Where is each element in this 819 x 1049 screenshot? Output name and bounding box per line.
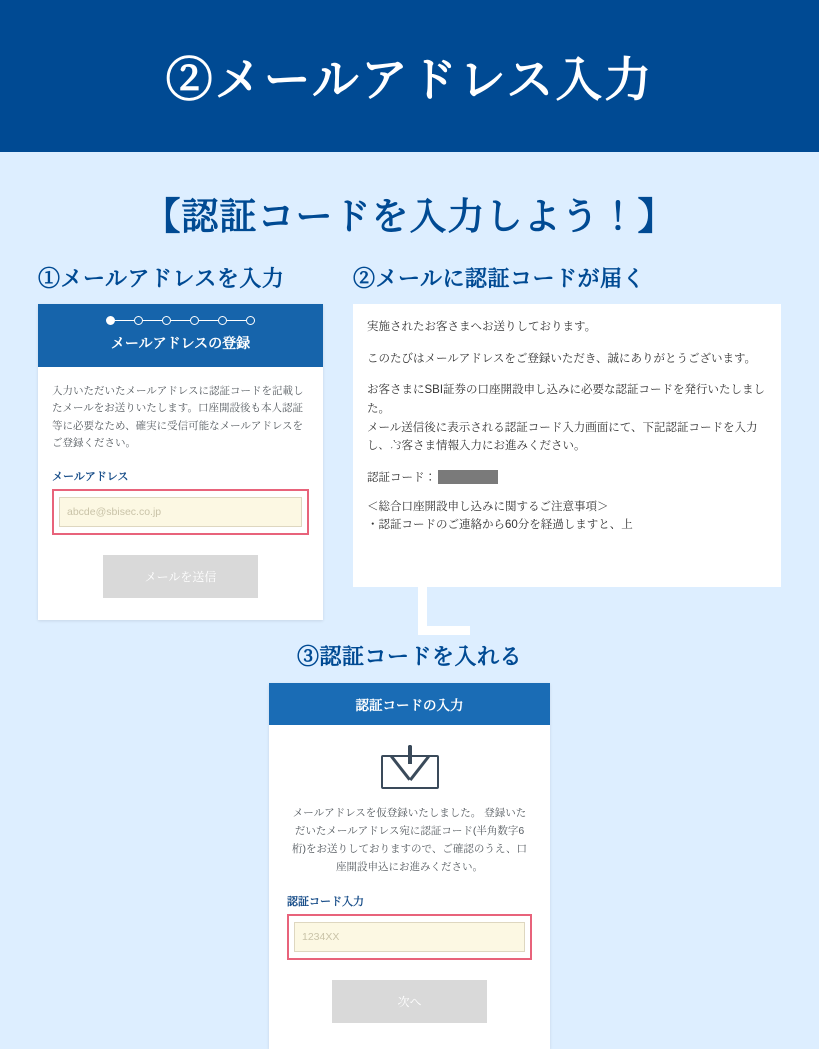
progress-stepper (38, 316, 323, 325)
auth-code-description: メールアドレスを仮登録いたしました。 登録いただいたメールアドレス宛に認証コード(半角数字6桁)をお送りしておりますので、ご確認のうえ、口座開設申込にお進みください。 (292, 807, 527, 873)
mail-line-3: お客さまにSBI証券の口座開設申し込みに必要な認証コードを発行いたしました。 (367, 384, 766, 415)
mail-line-4: メール送信後に表示される認証コード入力画面にて、下記認証コードを入力し、お客さま情報入力にお進みください。 (367, 421, 758, 453)
stepper-dot-1 (106, 316, 115, 325)
page-header-banner (0, 0, 819, 152)
stepper-dash-3 (171, 320, 190, 322)
mail-code-label: 認証コード： (367, 471, 436, 484)
step1-column (38, 262, 323, 620)
stepper-dash-4 (199, 320, 218, 322)
lock-shackle (408, 745, 412, 764)
auth-card-body (269, 893, 550, 1023)
mail-note-1: ＜総合口座開設申し込みに関するご注意事項＞ (367, 500, 609, 513)
send-mail-button[interactable]: メールを送信 (103, 555, 258, 598)
stepper-dash-2 (143, 320, 162, 322)
top-row (0, 262, 819, 620)
register-description: 入力いただいたメールアドレスに認証コードを記載したメールをお送りいたします。口座開設後も本人認証等に必要なため、確実に受信可能なメールアドレスをご登録ください。 (52, 385, 304, 449)
auth-code-input[interactable] (294, 922, 525, 952)
elbow-vertical (418, 580, 427, 626)
chevron-right-icon: » (376, 420, 392, 467)
card-body (38, 367, 323, 620)
sub-headline: 【認証コードを入力しよう！】 (143, 196, 676, 237)
stepper-dot-6 (246, 316, 255, 325)
lock-icon (400, 747, 420, 765)
step1-label: ①メールアドレスを入力 (38, 266, 285, 291)
mail-code-row (367, 469, 767, 485)
elbow-horizontal (418, 626, 470, 635)
received-mail-panel (353, 304, 781, 587)
email-input[interactable] (59, 497, 302, 527)
auth-code-card (269, 683, 550, 1048)
email-input-highlight (52, 489, 309, 535)
mail-code-redacted (438, 470, 498, 484)
card-header (38, 304, 323, 367)
step2-label: ②メールに認証コードが届く (353, 266, 646, 291)
stepper-dash-5 (227, 320, 246, 322)
mail-line-1: 実施されたお客さまへお送りしております。 (367, 321, 597, 333)
stepper-dot-4 (190, 316, 199, 325)
auth-code-input-highlight (287, 914, 532, 960)
step3-column (0, 640, 819, 1048)
email-field-label: メールアドレス (52, 471, 129, 484)
mail-note-2: ・認証コードのご連絡から60分を経過しますと、上 (367, 519, 633, 532)
elbow-arrow-icon (418, 580, 478, 635)
auth-code-field-label: 認証コード入力 (287, 895, 364, 908)
stepper-dot-3 (162, 316, 171, 325)
page-title: ②メールアドレス入力 (165, 52, 654, 106)
step3-label: ③認証コードを入れる (296, 644, 522, 670)
stepper-dot-2 (134, 316, 143, 325)
step2-column (353, 262, 781, 587)
next-button[interactable]: 次へ (332, 980, 487, 1023)
stepper-dot-5 (218, 316, 227, 325)
auth-card-header-title: 認証コードの入力 (269, 683, 550, 725)
mail-line-2: このたびはメールアドレスをご登録いただき、誠にありがとうございます。 (367, 352, 757, 365)
card-header-title: メールアドレスの登録 (110, 335, 251, 351)
stepper-dash-1 (115, 320, 134, 322)
mail-lock-icon (381, 747, 439, 789)
email-register-card (38, 304, 323, 620)
